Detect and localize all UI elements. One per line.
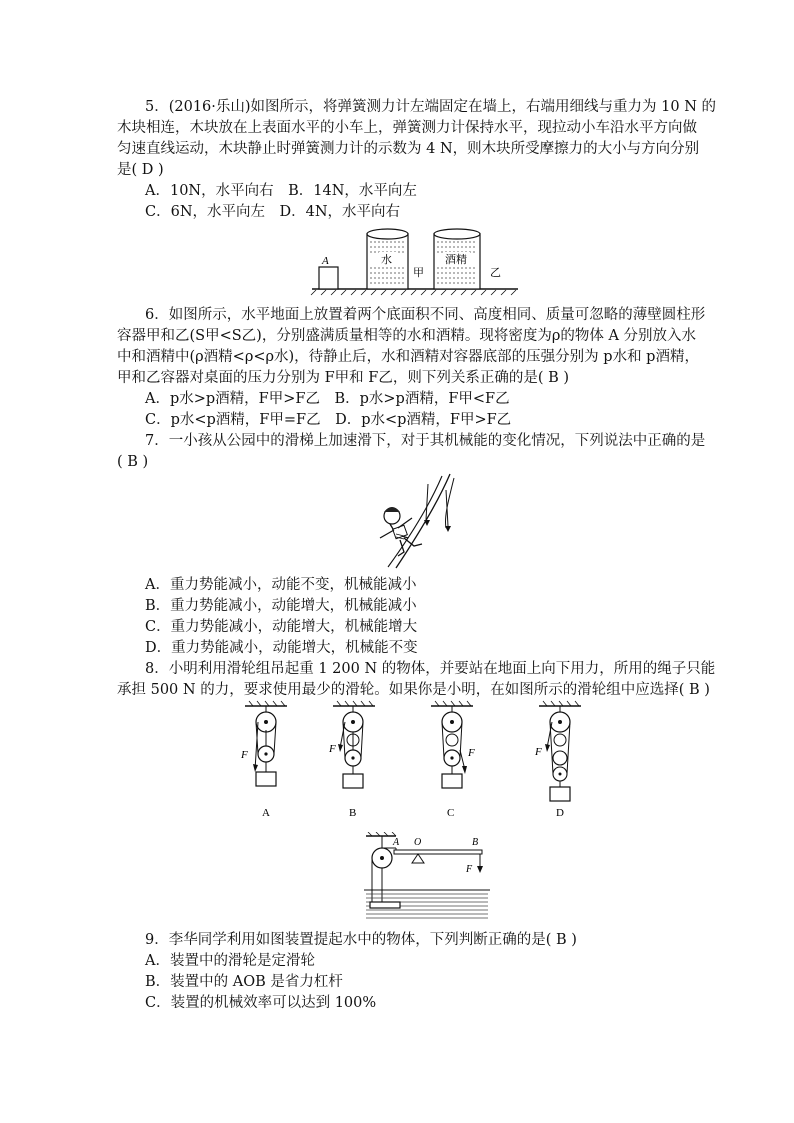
point-o-label: O: [414, 837, 422, 848]
force-label-c: F: [468, 747, 475, 759]
label-d: D: [556, 807, 564, 819]
point-b-label: B: [472, 837, 479, 848]
q5-line-2: 木块相连，木块放在上表面水平的小车上，弹簧测力计保持水平，现拉动小车沿水平方向做: [117, 120, 697, 136]
lever-pulley-figure: [362, 832, 492, 924]
q6-line-2: 容器甲和乙(S甲<S乙)，分别盛满质量相等的水和酒精。现将密度为ρ的物体 A 分别放入水: [117, 328, 697, 344]
q6-line-4: 甲和乙容器对桌面的压力分别为 F甲和 F乙，则下列关系正确的是( B ): [117, 370, 570, 386]
q8-line-1: 8．小明利用滑轮组吊起重 1 200 N 的物体，并要站在地面上向下用力，所用的绳子只能: [145, 661, 716, 677]
block-a-label: A: [322, 255, 329, 267]
q6-option-ab: A．p水>p酒精，F甲>F乙 B．p水>p酒精，F甲<F乙: [145, 391, 510, 407]
point-a-label: A: [393, 837, 400, 848]
label-c: C: [447, 807, 455, 819]
q7-line-2: ( B ): [117, 454, 149, 470]
container-yi-label: 乙: [490, 267, 501, 279]
q6-option-cd: C．p水<p酒精，F甲=F乙 D．p水<p酒精，F甲>F乙: [145, 412, 512, 428]
water-label: 水: [381, 254, 392, 266]
q9-line-1: 9．李华同学利用如图装置提起水中的物体，下列判断正确的是( B ): [145, 932, 577, 948]
q7-line-1: 7．一小孩从公园中的滑梯上加速滑下，对于其机械能的变化情况，下列说法中正确的是: [145, 433, 706, 449]
container-jia-label: 甲: [413, 267, 424, 279]
force-label-b: F: [329, 743, 336, 755]
q6-line-3: 中和酒精中(ρ酒精<ρ<ρ水)，待静止后，水和酒精对容器底部的压强分别为 p水和 p酒精，: [117, 349, 699, 365]
pulley-system-a: [240, 701, 287, 819]
q6-line-1: 6．如图所示，水平地面上放置着两个底面积不同、高度相同、质量可忽略的薄壁圆柱形: [145, 307, 706, 323]
q9-option-a: A．装置中的滑轮是定滑轮: [145, 953, 315, 969]
q9-option-c: C．装置的机械效率可以达到 100%: [145, 995, 377, 1011]
force-label-a: F: [241, 749, 248, 761]
force-label-d: F: [535, 746, 542, 758]
slide-illustration: [368, 472, 458, 572]
q7-option-a: A．重力势能减小，动能不变，机械能减小: [145, 577, 417, 593]
pulley-system-d: [534, 701, 581, 819]
alcohol-label: 酒精: [445, 254, 467, 266]
q5-option-cd: C．6N，水平向左 D．4N，水平向右: [145, 204, 401, 220]
pulley-systems-figure: [225, 700, 585, 825]
q7-option-b: B．重力势能减小，动能增大，机械能减小: [145, 598, 417, 614]
pulley-system-b: [328, 701, 375, 819]
q8-line-2: 承担 500 N 的力，要求使用最少的滑轮。如果你是小明，在如图所示的滑轮组中应选择( B ): [117, 682, 710, 698]
force-f-label: F: [466, 864, 473, 875]
q9-option-b: B．装置中的 AOB 是省力杠杆: [145, 974, 343, 990]
q5-line-3: 匀速直线运动，木块静止时弹簧测力计的示数为 4 N，则木块所受摩擦力的大小与方向分别: [117, 141, 700, 157]
q7-option-c: C．重力势能减小，动能增大，机械能增大: [145, 619, 418, 635]
q7-option-d: D．重力势能减小，动能增大，机械能不变: [145, 640, 418, 656]
label-a: A: [262, 807, 270, 819]
q5-option-ab: A．10N，水平向右 B．14N，水平向左: [145, 183, 417, 199]
q5-line-4: 是( D ): [117, 162, 164, 178]
label-b: B: [349, 807, 357, 819]
containers-figure: [310, 224, 520, 296]
q5-line-1: 5．(2016·乐山)如图所示，将弹簧测力计左端固定在墙上，右端用细线与重力为 10 N 的: [145, 99, 717, 115]
pulley-system-c: [431, 701, 475, 819]
